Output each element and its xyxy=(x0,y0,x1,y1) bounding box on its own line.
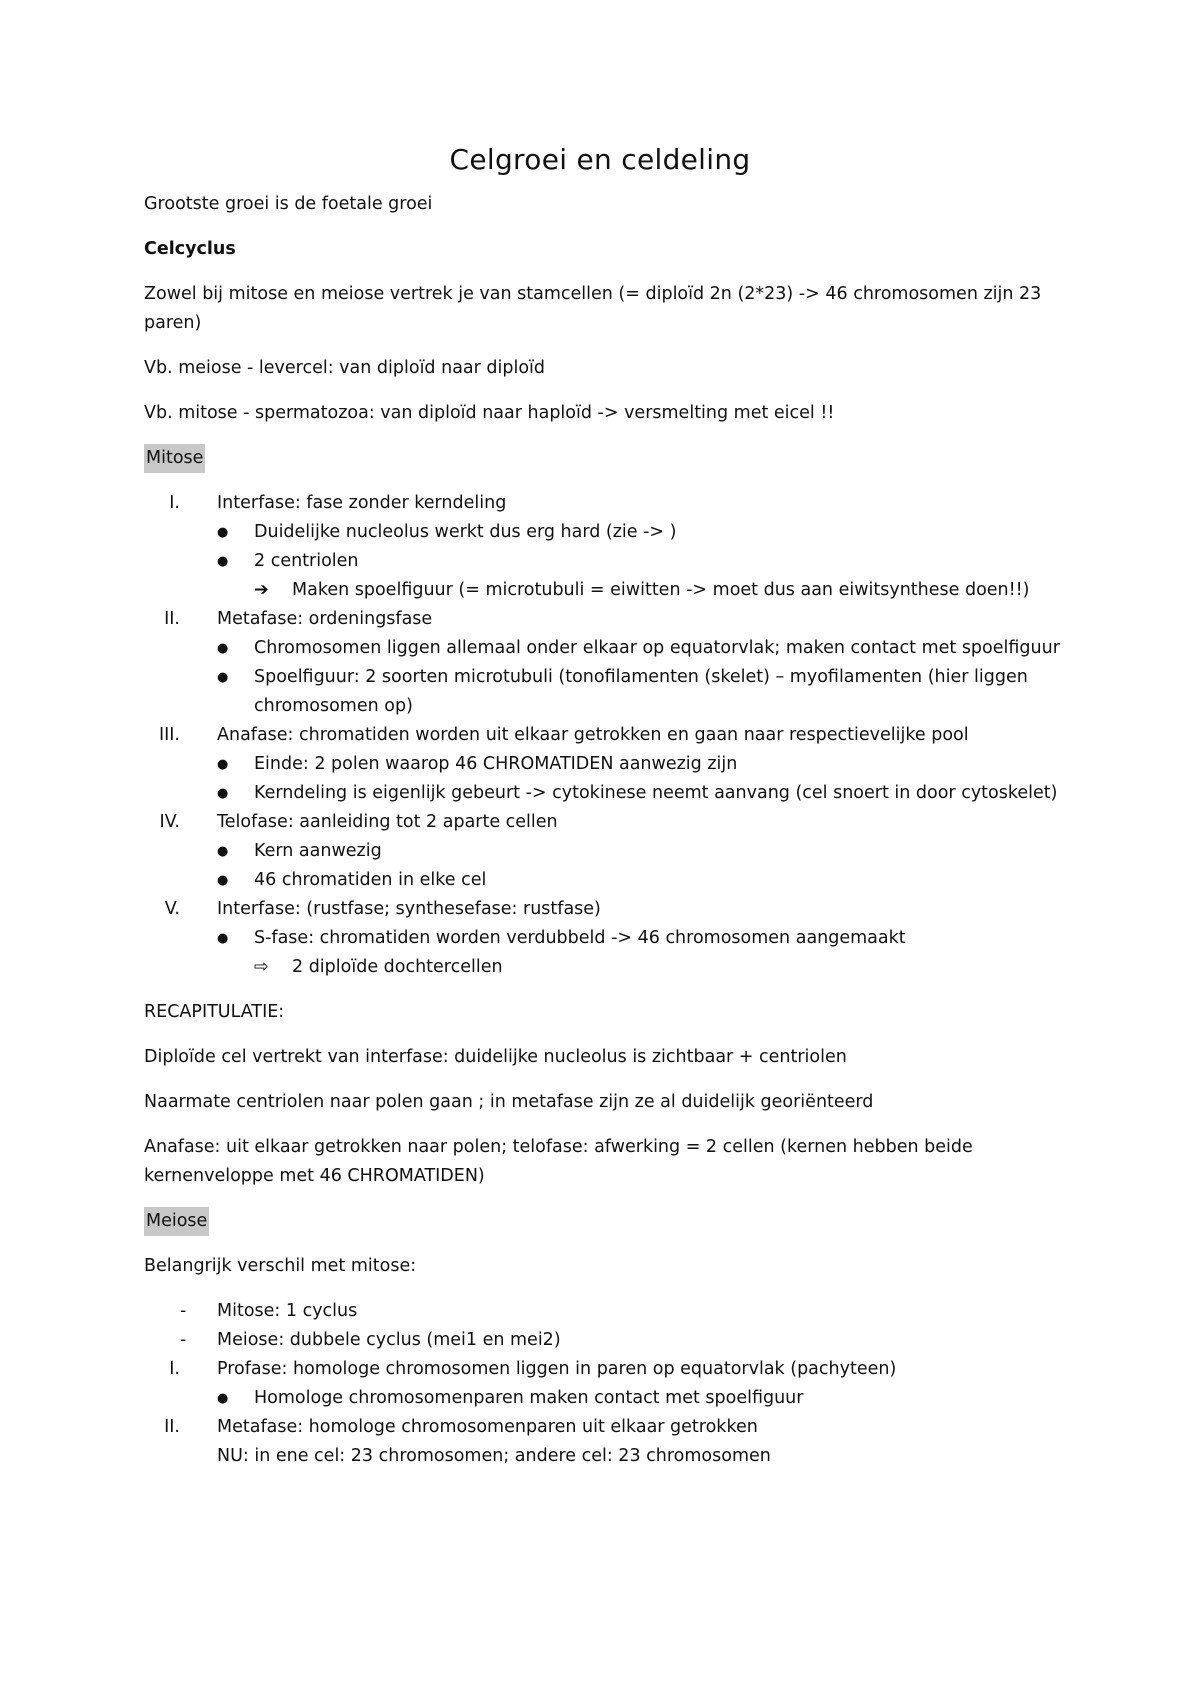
celcyclus-heading: Celcyclus xyxy=(144,239,236,259)
dash-item: - Meiose: dubbele cyclus (mei1 en mei2) xyxy=(144,1326,1080,1355)
paragraph-mitose-example: Vb. mitose - spermatozoa: van diploïd naar haploïd -> versmelting met eicel !! xyxy=(144,403,835,423)
list-item: II. Metafase: homologe chromosomenparen uit elkaar getrokken xyxy=(164,1417,758,1437)
bullet-icon: ● xyxy=(217,641,229,656)
list-item: V. Interfase: (rustfase; synthesefase: rustfase) xyxy=(164,899,601,919)
paragraph-meiose-example: Vb. meiose - levercel: van diploïd naar diploïd xyxy=(144,358,546,378)
bullet-item: ● Einde: 2 polen waarop 46 CHROMATIDEN aanwezig zijn xyxy=(144,750,1080,779)
bullet-item: ● 46 chromatiden in elke cel xyxy=(144,866,1080,895)
meiose-heading-wrap xyxy=(144,1207,1080,1236)
recap-paragraph: Diploïde cel vertrekt van interfase: duidelijke nucleolus is zichtbaar + centriolen xyxy=(144,1047,847,1067)
bullet-icon: ● xyxy=(217,554,229,569)
bullet-icon: ● xyxy=(217,1391,229,1406)
mitose-list xyxy=(144,489,1080,982)
bullet-item: ● Chromosomen liggen allemaal onder elkaar op equatorvlak; maken contact met spoelfiguur xyxy=(144,634,1080,663)
list-item: IV. Telofase: aanleiding tot 2 aparte cellen xyxy=(159,812,558,832)
dash-icon: - xyxy=(180,1330,187,1350)
bullet-icon: ● xyxy=(217,757,229,772)
list-item: II. Metafase: ordeningsfase xyxy=(164,609,433,629)
bullet-icon: ● xyxy=(217,844,229,859)
meiose-heading: Meiose xyxy=(144,1207,209,1236)
bullet-icon: ● xyxy=(217,873,229,888)
bullet-item: ● S-fase: chromatiden worden verdubbeld -> 46 chromosomen aangemaakt xyxy=(144,924,1080,953)
bullet-icon: ● xyxy=(217,525,229,540)
bullet-item: ● Duidelijke nucleolus werkt dus erg hard (zie -> ) xyxy=(144,518,1080,547)
list-item: I. Interfase: fase zonder kerndeling xyxy=(169,493,507,513)
list-item: I. Profase: homologe chromosomen liggen in paren op equatorvlak (pachyteen) xyxy=(169,1359,897,1379)
page-title: Celgroei en celdeling xyxy=(449,143,751,176)
recap-heading: RECAPITULATIE: xyxy=(144,1002,285,1022)
recap-paragraph: Anafase: uit elkaar getrokken naar polen; telofase: afwerking = 2 cellen (kernen hebben beide kernenveloppe met 46 CHROMATIDEN) xyxy=(144,1137,973,1186)
dash-icon: - xyxy=(180,1301,187,1321)
list-item: III. Anafase: chromatiden worden uit elkaar getrokken en gaan naar respectievelijke pool xyxy=(158,725,969,745)
arrow-item: ➔ Maken spoelfiguur (= microtubuli = eiwitten -> moet dus aan eiwitsynthese doen!!) xyxy=(144,576,1080,605)
arrow-right-icon: ➔ xyxy=(254,580,269,600)
bullet-item: ● Homologe chromosomenparen maken contact met spoelfiguur xyxy=(144,1384,1080,1413)
recap-paragraph: Naarmate centriolen naar polen gaan ; in metafase zijn ze al duidelijk georiënteerd xyxy=(144,1092,874,1112)
bullet-item: ● Kerndeling is eigenlijk gebeurt -> cytokinese neemt aanvang (cel snoert in door cytoskelet) xyxy=(144,779,1080,808)
paragraph-stamcellen: Zowel bij mitose en meiose vertrek je van stamcellen (= diploïd 2n (2*23) -> 46 chromosomen zijn 23 paren) xyxy=(144,284,1042,333)
meiose-list xyxy=(144,1297,1080,1471)
bullet-icon: ● xyxy=(217,670,229,685)
outline-arrow-right-icon: ⇨ xyxy=(254,957,269,977)
mitose-heading: Mitose xyxy=(144,444,205,473)
bullet-item: ● Kern aanwezig xyxy=(144,837,1080,866)
list-item-continuation: NU: in ene cel: 23 chromosomen; andere cel: 23 chromosomen xyxy=(217,1446,771,1466)
bullet-item: ● Spoelfiguur: 2 soorten microtubuli (tonofilamenten (skelet) – myofilamenten (hier liggen chromosomen op) xyxy=(144,663,1080,721)
meiose-intro: Belangrijk verschil met mitose: xyxy=(144,1256,417,1276)
bullet-item: ● 2 centriolen xyxy=(144,547,1080,576)
mitose-heading-wrap xyxy=(144,444,1080,473)
bullet-icon: ● xyxy=(217,786,229,801)
dash-item: - Mitose: 1 cyclus xyxy=(144,1297,1080,1326)
intro-text: Grootste groei is de foetale groei xyxy=(144,194,433,214)
bullet-icon: ● xyxy=(217,931,229,946)
arrow-item: ⇨ 2 diploïde dochtercellen xyxy=(144,953,1080,982)
